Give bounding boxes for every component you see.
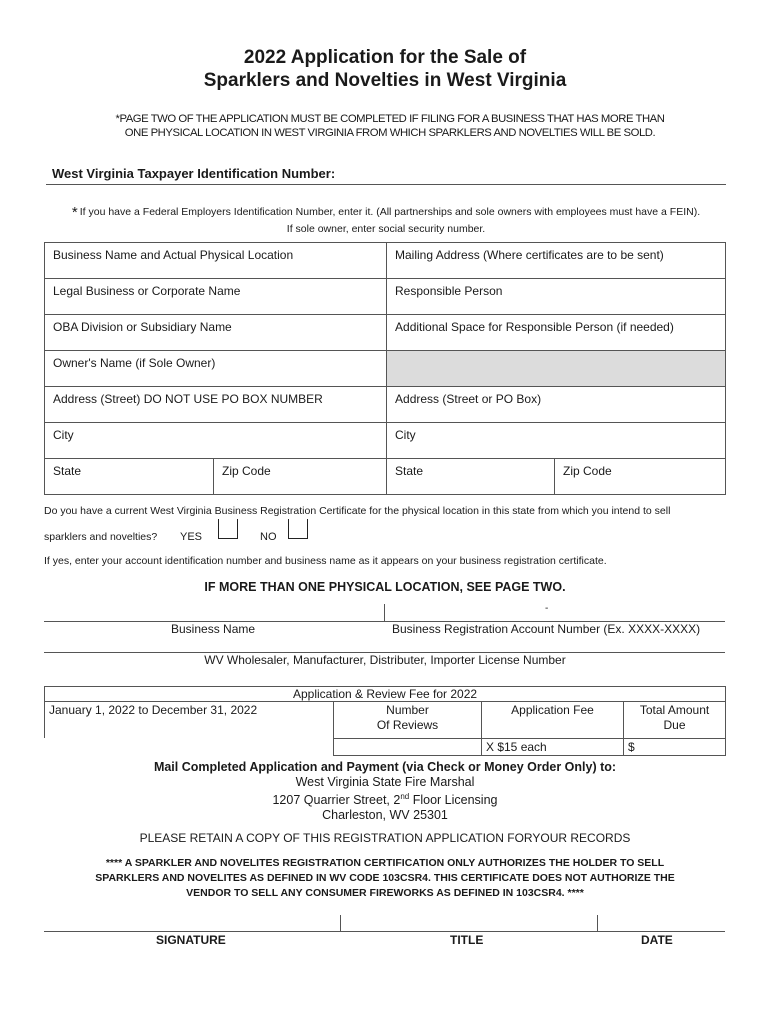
fein-note: [36, 204, 736, 237]
total-due-field[interactable]: [624, 738, 726, 755]
fee-table: [44, 686, 726, 756]
dash-mark: -: [545, 603, 549, 614]
fein-note-line1: If you have a Federal Employers Identification Number, enter it. (All partnerships and sole owners with employees must have a FEIN).: [79, 206, 701, 218]
number-of-reviews-field[interactable]: [334, 738, 482, 755]
address-street-field[interactable]: [45, 387, 387, 423]
form-title-line2: Sparklers and Novelties in West Virginia: [203, 70, 567, 91]
yes-checkbox[interactable]: [218, 519, 238, 539]
business-name-caption: Business Name: [171, 622, 256, 636]
total-amount-header: Total Amount Due: [624, 702, 726, 739]
mail-heading: Mail Completed Application and Payment (via Check or Money Order Only) to:: [153, 760, 617, 774]
business-name-field[interactable]: [45, 243, 387, 279]
more-locations-note: IF MORE THAN ONE PHYSICAL LOCATION, SEE PAGE TWO.: [204, 580, 566, 594]
city-left-label: City: [53, 428, 74, 442]
state-left-label: State: [53, 464, 82, 478]
mail-address-line3: Charleston, WV 25301: [322, 808, 448, 822]
mail-address-line1: West Virginia State Fire Marshal: [295, 775, 475, 789]
certificate-question: Do you have a current West Virginia Business Registration Certificate for the physical location in this state from which you intend to sell: [44, 505, 671, 517]
page-two-note-line1: *PAGE TWO OF THE APPLICATION MUST BE COMPLETED IF FILING FOR A BUSINESS THAT HAS MORE THAN: [115, 113, 665, 125]
mail-address-line2: 1207 Quarrier Street, 2nd Floor Licensing: [272, 792, 498, 808]
tin-field[interactable]: [46, 184, 726, 185]
license-caption: WV Wholesaler, Manufacturer, Distributer, Importer License Number: [204, 653, 566, 667]
mailing-address-label: Mailing Address (Where certificates are to be sent): [395, 248, 664, 262]
zip-right-field[interactable]: [555, 459, 726, 495]
business-info-grid: [44, 242, 726, 495]
additional-space-label: Additional Space for Responsible Person (if needed): [395, 320, 674, 334]
city-right-label: City: [395, 428, 416, 442]
account-number-caption: Business Registration Account Number (Ex. XXXX-XXXX): [392, 622, 701, 636]
form-title: [0, 46, 770, 92]
responsible-person-field[interactable]: [387, 279, 726, 315]
signature-divider: [340, 915, 341, 932]
yes-label: YES: [180, 531, 203, 543]
zip-left-field[interactable]: [214, 459, 387, 495]
if-yes-note: If yes, enter your account identification number and business name as it appears on your business registration certificate.: [44, 555, 607, 567]
no-label: NO: [260, 531, 277, 543]
shaded-cell: [387, 351, 726, 387]
certificate-question-cont: sparklers and novelties?: [44, 531, 158, 543]
zip-right-label: Zip Code: [563, 464, 612, 478]
legal-name-field[interactable]: [45, 279, 387, 315]
signature-line[interactable]: [44, 931, 725, 932]
address-street-label: Address (Street) DO NOT USE PO BOX NUMBER: [53, 392, 323, 406]
page-two-note: [40, 112, 740, 140]
tin-label: West Virginia Taxpayer Identification Number:: [52, 166, 336, 181]
date-caption: DATE: [641, 933, 673, 947]
responsible-person-label: Responsible Person: [395, 284, 503, 298]
address-street-po-label: Address (Street or PO Box): [395, 392, 542, 406]
divider-tick: [384, 604, 385, 621]
number-of-reviews-header: Number Of Reviews: [334, 702, 482, 739]
application-fee-header: Application Fee: [482, 702, 624, 739]
title-caption: TITLE: [450, 933, 484, 947]
title-divider: [597, 915, 598, 932]
fee-each: X $15 each: [482, 738, 624, 755]
state-right-label: State: [395, 464, 424, 478]
zip-left-label: Zip Code: [222, 464, 271, 478]
form-title-line1: 2022 Application for the Sale of: [243, 47, 527, 68]
business-name-label: Business Name and Actual Physical Location: [53, 248, 294, 262]
signature-caption: SIGNATURE: [156, 933, 226, 947]
legal-name-label: Legal Business or Corporate Name: [53, 284, 241, 298]
dollar-sign: $: [628, 739, 635, 754]
city-right-field[interactable]: [387, 423, 726, 459]
retain-copy-note: PLEASE RETAIN A COPY OF THIS REGISTRATION APPLICATION FORYOUR RECORDS: [139, 831, 631, 845]
mailing-address-field[interactable]: [387, 243, 726, 279]
asterisk: *: [71, 204, 78, 221]
fee-period: January 1, 2022 to December 31, 2022: [45, 702, 334, 739]
owners-name-label: Owner's Name (if Sole Owner): [53, 356, 216, 370]
state-right-field[interactable]: [387, 459, 555, 495]
oba-division-field[interactable]: [45, 315, 387, 351]
address-street-po-field[interactable]: [387, 387, 726, 423]
warning-note: **** A SPARKLER AND NOVELITES REGISTRATION CERTIFICATION ONLY AUTHORIZES THE HOLDER TO SELL SPARKLERS AND NOVELITES AS DEFINED IN WV CODE 103CSR4. THIS CERTIFICATE DOES NOT AUTHORIZE THE VENDOR TO SELL ANY CONSUMER FIREWORKS AS DEFINED IN 103CSR4. ****: [95, 857, 675, 899]
city-left-field[interactable]: [45, 423, 387, 459]
owners-name-field[interactable]: [45, 351, 387, 387]
page-two-note-line2: ONE PHYSICAL LOCATION IN WEST VIRGINIA FROM WHICH SPARKLERS AND NOVELTIES WILL BE SOLD.: [124, 127, 656, 139]
additional-space-field[interactable]: [387, 315, 726, 351]
fein-note-line2: If sole owner, enter social security number.: [286, 223, 486, 235]
state-left-field[interactable]: [45, 459, 214, 495]
fee-header: Application & Review Fee for 2022: [45, 687, 726, 702]
oba-division-label: OBA Division or Subsidiary Name: [53, 320, 232, 334]
no-checkbox[interactable]: [288, 519, 308, 539]
